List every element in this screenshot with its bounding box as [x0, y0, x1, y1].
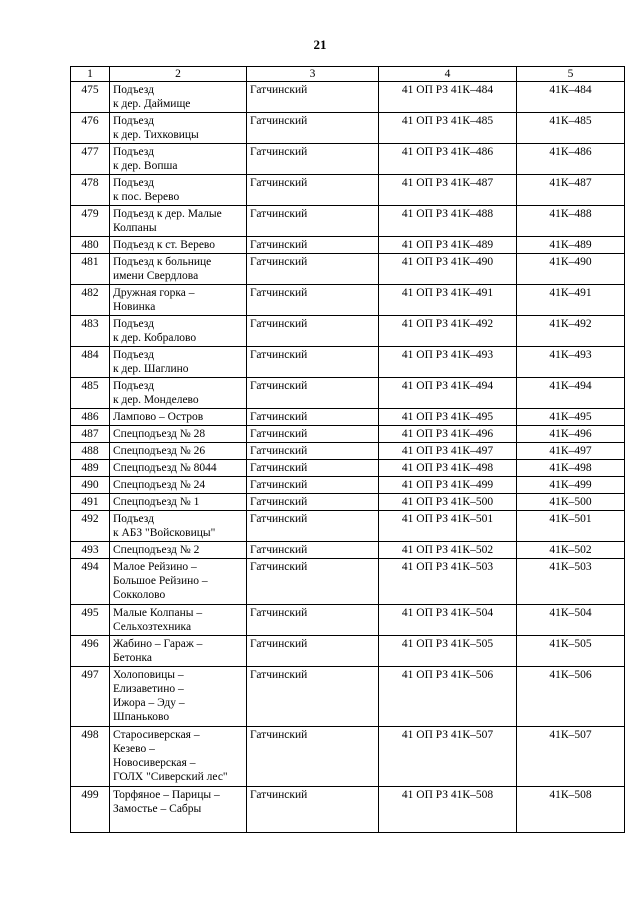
road-name [110, 82, 247, 113]
row-number: 495 [71, 605, 110, 636]
road-name-line: Лампово – Остров [113, 411, 204, 423]
district-name: Гатчинский [247, 206, 379, 237]
road-name-line: Спецподъезд № 8044 [113, 462, 217, 474]
road-name-line: Кезево – [113, 743, 155, 755]
row-number: 496 [71, 636, 110, 667]
road-code: 41 ОП РЗ 41К–495 [379, 409, 517, 426]
district-name: Гатчинский [247, 347, 379, 378]
road-short-code: 41К–485 [517, 113, 625, 144]
road-name [110, 285, 247, 316]
district-name: Гатчинский [247, 175, 379, 206]
row-number: 486 [71, 409, 110, 426]
road-code: 41 ОП РЗ 41К–501 [379, 511, 517, 542]
road-name [110, 559, 247, 605]
road-short-code: 41К–494 [517, 378, 625, 409]
road-name [110, 347, 247, 378]
road-name-line: Спецподъезд № 1 [113, 496, 200, 508]
table-row [71, 460, 625, 477]
district-name: Гатчинский [247, 113, 379, 144]
road-name-line: Холоповицы – [113, 669, 184, 681]
road-short-code: 41К–499 [517, 477, 625, 494]
header-col-2: 2 [110, 67, 247, 82]
road-name [110, 254, 247, 285]
road-short-code: 41К–496 [517, 426, 625, 443]
road-code: 41 ОП РЗ 41К–492 [379, 316, 517, 347]
road-code: 41 ОП РЗ 41К–504 [379, 605, 517, 636]
table-row [71, 559, 625, 605]
road-name-line: Спецподъезд № 24 [113, 479, 206, 491]
road-short-code: 41К–505 [517, 636, 625, 667]
road-name [110, 378, 247, 409]
district-name: Гатчинский [247, 787, 379, 833]
road-name [110, 605, 247, 636]
row-number: 490 [71, 477, 110, 494]
road-short-code: 41К–495 [517, 409, 625, 426]
row-number: 483 [71, 316, 110, 347]
road-name-line: Подъезд [113, 177, 154, 189]
road-name-line: Колпаны [113, 222, 157, 234]
road-name-line: Елизаветино – [113, 683, 184, 695]
road-code: 41 ОП РЗ 41К–484 [379, 82, 517, 113]
road-name-line: к дер. Тихковицы [113, 129, 199, 141]
road-code: 41 ОП РЗ 41К–500 [379, 494, 517, 511]
road-name-line: Спецподъезд № 28 [113, 428, 206, 440]
table-row [71, 426, 625, 443]
road-name-line: Подъезд [113, 146, 154, 158]
road-short-code: 41К–508 [517, 787, 625, 833]
table-row [71, 113, 625, 144]
table-row [71, 347, 625, 378]
road-code: 41 ОП РЗ 41К–505 [379, 636, 517, 667]
table-header-row [71, 67, 625, 82]
district-name: Гатчинский [247, 542, 379, 559]
district-name: Гатчинский [247, 511, 379, 542]
row-number: 481 [71, 254, 110, 285]
table-row [71, 511, 625, 542]
table-row [71, 206, 625, 237]
road-name [110, 426, 247, 443]
road-short-code: 41К–484 [517, 82, 625, 113]
road-name [110, 316, 247, 347]
road-name [110, 727, 247, 787]
road-code: 41 ОП РЗ 41К–508 [379, 787, 517, 833]
header-col-1: 1 [71, 67, 110, 82]
road-name [110, 409, 247, 426]
road-code: 41 ОП РЗ 41К–497 [379, 443, 517, 460]
table-row [71, 144, 625, 175]
table-row [71, 82, 625, 113]
road-short-code: 41К–490 [517, 254, 625, 285]
road-name-line: Старосиверская – [113, 729, 200, 741]
header-col-3: 3 [247, 67, 379, 82]
road-name-line: Подъезд [113, 318, 154, 330]
table-row [71, 636, 625, 667]
road-name-line: к дер. Кобралово [113, 332, 197, 344]
table-row [71, 667, 625, 727]
district-name: Гатчинский [247, 559, 379, 605]
road-name [110, 542, 247, 559]
header-col-4: 4 [379, 67, 517, 82]
road-name-line: Большое Рейзино – [113, 575, 208, 587]
road-name [110, 511, 247, 542]
row-number: 485 [71, 378, 110, 409]
row-number: 482 [71, 285, 110, 316]
road-short-code: 41К–488 [517, 206, 625, 237]
road-code: 41 ОП РЗ 41К–502 [379, 542, 517, 559]
road-name-line: Замостье – Сабры [113, 803, 202, 815]
row-number: 492 [71, 511, 110, 542]
road-short-code: 41К–501 [517, 511, 625, 542]
road-code: 41 ОП РЗ 41К–493 [379, 347, 517, 378]
table-row [71, 605, 625, 636]
road-name-line: Спецподъезд № 2 [113, 544, 200, 556]
table-row [71, 237, 625, 254]
road-name-line: к дер. Вопша [113, 160, 178, 172]
road-name [110, 237, 247, 254]
road-short-code: 41К–506 [517, 667, 625, 727]
road-name-line: Сокколово [113, 589, 166, 601]
table-row [71, 477, 625, 494]
road-short-code: 41К–507 [517, 727, 625, 787]
road-name-line: Шпаньково [113, 711, 170, 723]
road-short-code: 41К–497 [517, 443, 625, 460]
table-row [71, 494, 625, 511]
district-name: Гатчинский [247, 237, 379, 254]
road-short-code: 41К–500 [517, 494, 625, 511]
road-code: 41 ОП РЗ 41К–494 [379, 378, 517, 409]
road-name-line: Подъезд [113, 115, 154, 127]
road-code: 41 ОП РЗ 41К–489 [379, 237, 517, 254]
road-name [110, 787, 247, 833]
road-name-line: Сельхозтехника [113, 621, 192, 633]
road-code: 41 ОП РЗ 41К–498 [379, 460, 517, 477]
road-short-code: 41К–486 [517, 144, 625, 175]
road-name-line: Подъезд [113, 84, 154, 96]
row-number: 477 [71, 144, 110, 175]
district-name: Гатчинский [247, 285, 379, 316]
table-row [71, 787, 625, 833]
district-name: Гатчинский [247, 316, 379, 347]
road-name [110, 460, 247, 477]
row-number: 475 [71, 82, 110, 113]
road-code: 41 ОП РЗ 41К–488 [379, 206, 517, 237]
road-name-line: Подъезд [113, 349, 154, 361]
district-name: Гатчинский [247, 460, 379, 477]
road-name-line: ГОЛХ "Сиверский лес" [113, 771, 228, 783]
district-name: Гатчинский [247, 494, 379, 511]
road-name-line: Малое Рейзино – [113, 561, 197, 573]
row-number: 494 [71, 559, 110, 605]
road-name-line: к пос. Верево [113, 191, 180, 203]
road-name-line: Бетонка [113, 652, 153, 664]
road-code: 41 ОП РЗ 41К–486 [379, 144, 517, 175]
row-number: 489 [71, 460, 110, 477]
table-row [71, 443, 625, 460]
road-name-line: Подъезд к дер. Малые [113, 208, 222, 220]
district-name: Гатчинский [247, 144, 379, 175]
road-name-line: Торфяное – Парицы – [113, 789, 220, 801]
road-short-code: 41К–498 [517, 460, 625, 477]
road-code: 41 ОП РЗ 41К–491 [379, 285, 517, 316]
road-name-line: Жабино – Гараж – [113, 638, 203, 650]
road-short-code: 41К–493 [517, 347, 625, 378]
road-name-line: Подъезд к ст. Верево [113, 239, 216, 251]
roads-table [70, 66, 625, 833]
district-name: Гатчинский [247, 426, 379, 443]
road-name [110, 113, 247, 144]
table-row [71, 316, 625, 347]
district-name: Гатчинский [247, 82, 379, 113]
table-row [71, 727, 625, 787]
row-number: 497 [71, 667, 110, 727]
row-number: 491 [71, 494, 110, 511]
district-name: Гатчинский [247, 443, 379, 460]
road-name-line: к АБЗ "Войсковицы" [113, 527, 216, 539]
district-name: Гатчинский [247, 477, 379, 494]
district-name: Гатчинский [247, 254, 379, 285]
road-name [110, 443, 247, 460]
page-number: 21 [313, 37, 327, 52]
road-name [110, 494, 247, 511]
road-name-line: Дружная горка – [113, 287, 195, 299]
road-name-line: Ижора – Эду – [113, 697, 185, 709]
road-short-code: 41К–503 [517, 559, 625, 605]
header-col-5: 5 [517, 67, 625, 82]
road-name-line: к дер. Монделево [113, 394, 199, 406]
district-name: Гатчинский [247, 378, 379, 409]
road-code: 41 ОП РЗ 41К–485 [379, 113, 517, 144]
road-code: 41 ОП РЗ 41К–487 [379, 175, 517, 206]
road-short-code: 41К–489 [517, 237, 625, 254]
road-code: 41 ОП РЗ 41К–490 [379, 254, 517, 285]
row-number: 499 [71, 787, 110, 833]
road-short-code: 41К–504 [517, 605, 625, 636]
road-name-line: Новосиверская – [113, 757, 196, 769]
row-number: 480 [71, 237, 110, 254]
district-name: Гатчинский [247, 727, 379, 787]
road-short-code: 41К–491 [517, 285, 625, 316]
row-number: 487 [71, 426, 110, 443]
road-name-line: Подъезд [113, 513, 154, 525]
road-name [110, 667, 247, 727]
road-name [110, 477, 247, 494]
road-name-line: Подъезд к больнице [113, 256, 212, 268]
row-number: 493 [71, 542, 110, 559]
table-row [71, 378, 625, 409]
road-name-line: Малые Колпаны – [113, 607, 203, 619]
table-row [71, 285, 625, 316]
road-name [110, 206, 247, 237]
row-number: 479 [71, 206, 110, 237]
table-row [71, 409, 625, 426]
road-short-code: 41К–487 [517, 175, 625, 206]
row-number: 476 [71, 113, 110, 144]
road-name [110, 175, 247, 206]
road-name-line: Спецподъезд № 26 [113, 445, 206, 457]
district-name: Гатчинский [247, 409, 379, 426]
road-name-line: Подъезд [113, 380, 154, 392]
row-number: 498 [71, 727, 110, 787]
district-name: Гатчинский [247, 636, 379, 667]
road-code: 41 ОП РЗ 41К–496 [379, 426, 517, 443]
road-short-code: 41К–492 [517, 316, 625, 347]
road-code: 41 ОП РЗ 41К–507 [379, 727, 517, 787]
table-row [71, 542, 625, 559]
road-code: 41 ОП РЗ 41К–503 [379, 559, 517, 605]
road-short-code: 41К–502 [517, 542, 625, 559]
road-code: 41 ОП РЗ 41К–499 [379, 477, 517, 494]
road-name-line: к дер. Даймище [113, 98, 191, 110]
road-name [110, 144, 247, 175]
road-name-line: Новинка [113, 301, 156, 313]
district-name: Гатчинский [247, 605, 379, 636]
row-number: 478 [71, 175, 110, 206]
road-name-line: к дер. Шаглино [113, 363, 189, 375]
table-row [71, 254, 625, 285]
district-name: Гатчинский [247, 667, 379, 727]
row-number: 484 [71, 347, 110, 378]
road-name [110, 636, 247, 667]
road-name-line: имени Свердлова [113, 270, 199, 282]
table-row [71, 175, 625, 206]
row-number: 488 [71, 443, 110, 460]
road-code: 41 ОП РЗ 41К–506 [379, 667, 517, 727]
